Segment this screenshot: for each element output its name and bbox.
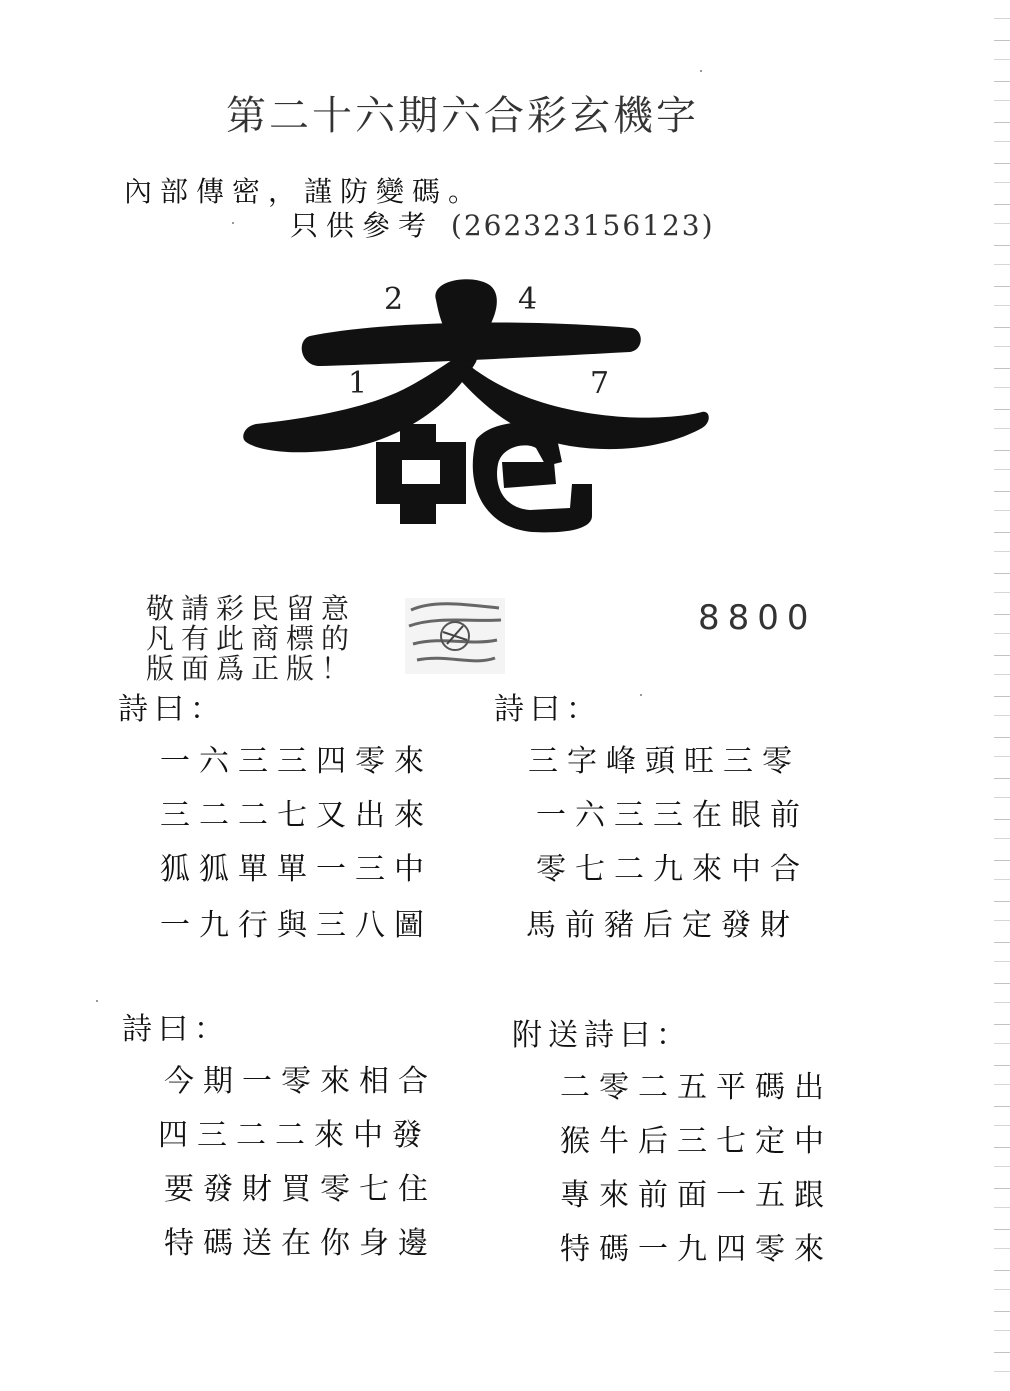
poem-line: 零七二九來中合 — [536, 852, 809, 887]
emblem-digit-top-left: 2 — [384, 282, 404, 317]
trademark-notice — [146, 594, 356, 684]
poem-line: 二零二五平碼出 — [560, 1070, 833, 1105]
poem-line: 今期一零來相合 — [164, 1064, 437, 1099]
poem-line: 三二二七又出來 — [160, 798, 433, 833]
scan-speck — [232, 222, 234, 224]
poem-line: 一六三三四零來 — [160, 744, 433, 779]
poem-heading: 詩曰： — [122, 1012, 230, 1047]
poem-heading: 詩曰： — [494, 692, 602, 727]
trademark-line: 敬請彩民留意 — [146, 592, 357, 625]
poem-heading: 詩曰： — [118, 692, 226, 727]
poem-heading: 附送詩曰： — [512, 1018, 692, 1053]
poem-line: 馬前豬后定發財 — [526, 908, 799, 943]
notice-text: 內部傳密，謹防變碼。 — [124, 175, 485, 208]
trademark-code: 8800 — [698, 598, 817, 638]
emblem-digit-bottom-left: 1 — [348, 366, 368, 401]
emblem-lower-mark — [502, 462, 556, 488]
scan-speck — [700, 70, 702, 72]
trademark-line: 凡有此商標的 — [146, 622, 357, 655]
reference-line — [290, 204, 715, 244]
emblem-bar-stroke — [302, 322, 641, 366]
scan-speck — [96, 1000, 98, 1002]
poem-line: 專來前面一五跟 — [560, 1178, 833, 1213]
poem-line: 特碼送在你身邊 — [164, 1226, 437, 1261]
scan-speck — [640, 694, 642, 696]
emblem-digit-top-right: 4 — [518, 282, 538, 317]
poem-line: 一九行與三八圖 — [160, 908, 433, 943]
poem-line: 四三二二來中發 — [158, 1118, 431, 1153]
page-title: 第二十六期六合彩玄機字 — [226, 93, 699, 139]
poem-line: 特碼一九四零來 — [560, 1232, 833, 1267]
trademark-stamp-image — [403, 596, 507, 676]
poem-line: 要發財買零七住 — [164, 1172, 437, 1207]
brush-emblem — [240, 270, 720, 540]
poem-line: 狐狐單單一三中 — [160, 852, 433, 887]
emblem-digit-bottom-right: 7 — [590, 366, 610, 401]
emblem-lower-left — [376, 424, 466, 524]
poem-line: 一六三三在眼前 — [536, 798, 809, 833]
poem-line: 猴牛后三七定中 — [560, 1124, 833, 1159]
reference-label: 只供參考 — [290, 209, 435, 242]
scan-edge-noise — [994, 0, 1010, 1391]
trademark-line: 版面爲正版！ — [146, 652, 357, 685]
reference-number: (262323156123) — [450, 209, 715, 242]
poem-line: 三字峰頭旺三零 — [528, 744, 801, 779]
